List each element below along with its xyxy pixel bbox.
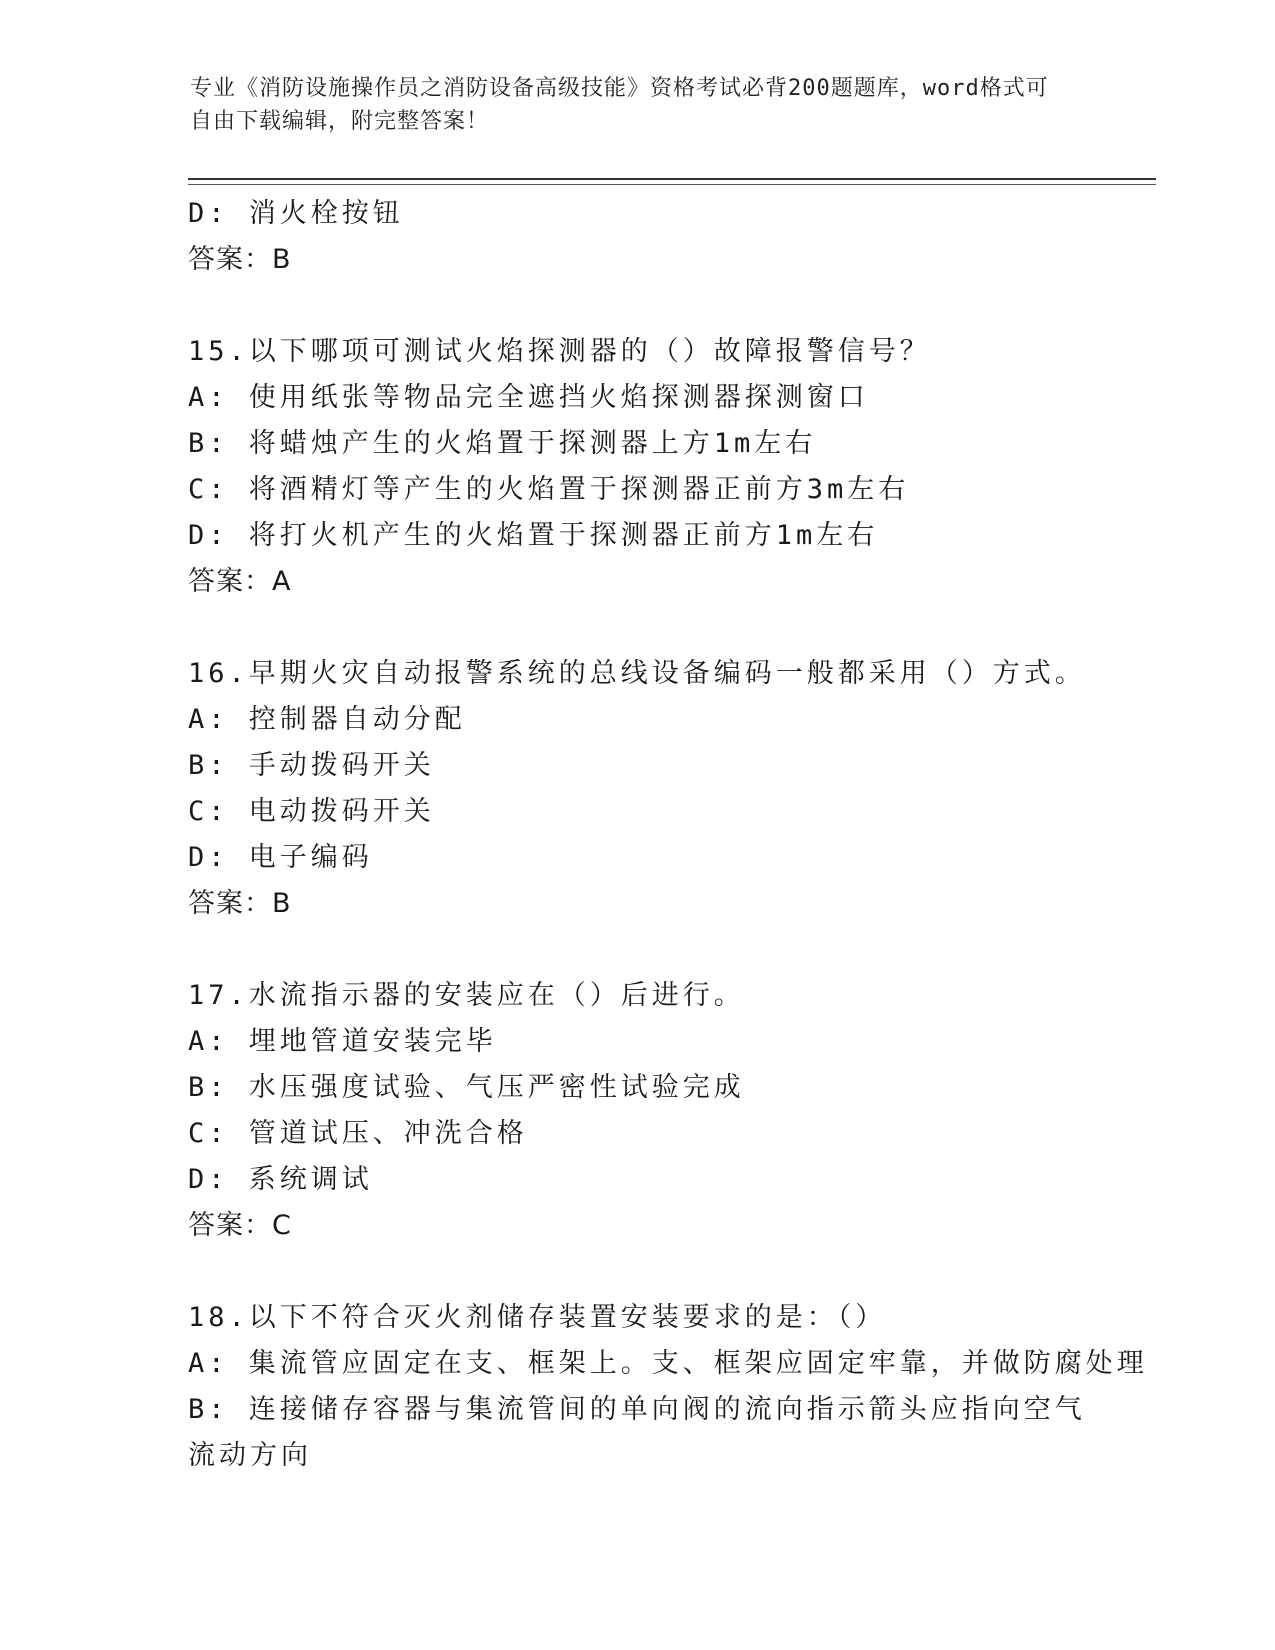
- question-15: [188, 329, 1088, 605]
- option-a: A: 埋地管道安装完毕: [188, 1026, 497, 1057]
- question-stem: 18.以下不符合灭火剂储存装置安装要求的是：（）: [188, 1302, 887, 1333]
- option-b: B: 水压强度试验、气压严密性试验完成: [188, 1072, 745, 1103]
- option-d: D: 系统调试: [188, 1164, 373, 1195]
- option-c: C: 管道试压、冲洗合格: [188, 1118, 528, 1149]
- option-a: A: 控制器自动分配: [188, 704, 466, 735]
- option-c: C: 将酒精灯等产生的火焰置于探测器正前方3m左右: [188, 474, 910, 505]
- header-divider-thick: [188, 178, 1156, 180]
- header-divider-thin: [188, 184, 1156, 185]
- prev-option-d: D: 消火栓按钮: [188, 198, 404, 229]
- question-list: [188, 191, 1148, 1479]
- option-b: B: 手动拨码开关: [188, 750, 435, 781]
- question-gap: [188, 1249, 1088, 1295]
- option-b: B: 连接储存容器与集流管间的单向阀的流向指示箭头应指向空气流动方向: [188, 1394, 1086, 1471]
- option-a: A: 集流管应固定在支、框架上。支、框架应固定牢靠，并做防腐处理: [188, 1348, 1148, 1379]
- answer: 答案：C: [188, 1210, 292, 1241]
- question-gap: [188, 605, 1088, 651]
- question-16: [188, 651, 1088, 927]
- option-d: D: 电子编码: [188, 842, 373, 873]
- option-a: A: 使用纸张等物品完全遮挡火焰探测器探测窗口: [188, 382, 869, 413]
- question-17: [188, 973, 1088, 1249]
- answer: 答案：A: [188, 566, 292, 597]
- question-gap: [188, 283, 1088, 329]
- question-18: [188, 1295, 1148, 1479]
- option-c: C: 电动拨码开关: [188, 796, 435, 827]
- question-stem: 16.早期火灾自动报警系统的总线设备编码一般都采用（）方式。: [188, 658, 1086, 689]
- prev-answer: 答案：B: [188, 244, 292, 275]
- option-d: D: 将打火机产生的火焰置于探测器正前方1m左右: [188, 520, 879, 551]
- document-header: 专业《消防设施操作员之消防设备高级技能》资格考试必背200题题库，word格式可自由下载编辑，附完整答案！: [190, 76, 1049, 134]
- option-b: B: 将蜡烛产生的火焰置于探测器上方1m左右: [188, 428, 817, 459]
- question-stem: 17.水流指示器的安装应在（）后进行。: [188, 980, 745, 1011]
- answer: 答案：B: [188, 888, 292, 919]
- question-stem: 15.以下哪项可测试火焰探测器的（）故障报警信号？: [188, 336, 931, 367]
- question-gap: [188, 927, 1088, 973]
